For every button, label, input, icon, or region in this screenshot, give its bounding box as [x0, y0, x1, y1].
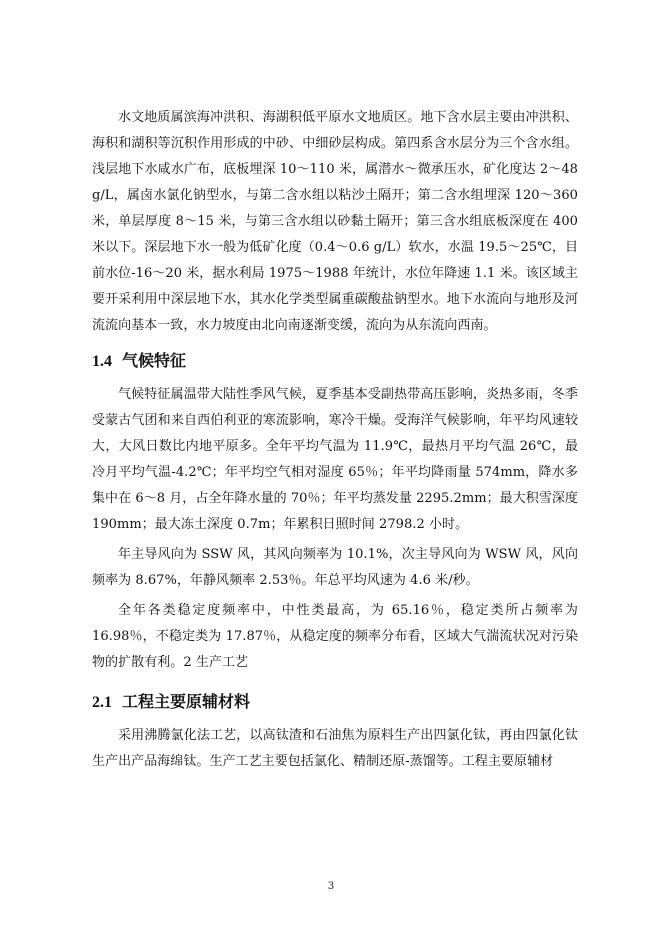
section-heading-2-1: [92, 690, 578, 715]
section-number: 1.4: [92, 353, 112, 370]
paragraph-climate: 气候特征属温带大陆性季风气候，夏季基本受副热带高压影响，炎热多雨，冬季受蒙古气团和来自西伯利亚的寒流影响，寒冷干燥。受海洋气候影响，年平均风速较大，大风日数比内地平原多。全年平均气温为 11.9℃，最热月平均气温 26℃，最冷月平均气温-4.2℃；年平均空气相对湿度 65％；年平均降雨量 574mm，降水多集中在 6～8 月，占全年降水量的 70％；年平均蒸发量 2295.2mm；最大积雪深度 190mm；最大冻土深度 0.7m；年累积日照时间 2798.2 小时。: [92, 387, 578, 532]
page-number: 3: [327, 881, 335, 892]
paragraph-wind: 年主导风向为 SSW 风，其风向频率为 10.1%，次主导风向为 WSW 风，风向频率为 8.67%，年静风频率 2.53％。年总平均风速为 4.6 米/秒。: [92, 547, 578, 588]
paragraph-materials: 采用沸腾氯化法工艺，以高钛渣和石油焦为原料生产出四氯化钛，再由四氯化钛生产出产品海绵钛。生产工艺主要包括氯化、精制还原-蒸馏等。工程主要原辅材: [92, 728, 578, 769]
paragraph-stability: 全年各类稳定度频率中，中性类最高，为 65.16％，稳定类所占频率为 16.98％，不稳定类为 17.87％，从稳定度的频率分布看，区域大气湍流状况对污染物的扩散有利。2 生产工艺: [92, 603, 578, 670]
section-title: 工程主要原辅材料: [122, 692, 251, 711]
paragraph-hydrogeology: 水文地质属滨海冲洪积、海湖积低平原水文地质区。地下含水层主要由冲洪积、海积和湖积等沉积作用形成的中砂、中细砂层构成。第四系含水层分为三个含水组。浅层地下水咸水广布，底板埋深 10～110 米，属潜水～微承压水，矿化度达 2～48 g/L，属卤水氯化钠型水，与第二含水组以粘沙土隔开；第二含水组埋深 120～360 米，单层厚度 8～15 米，与第三含水组以砂黏土隔开；第三含水组底板深度在 400 米以下。深层地下水一般为低矿化度（0.4～0.6 g/L）软水，水温 19.5～25℃，目前水位-16～20 米，据水利局 1975～1988 年统计，水位年降速 1.1 米。该区域主要开采利用中深层地下水，其水化学类型属重碳酸盐钠型水。地下水流向与地形及河流流向基本一致，水力坡度由北向南逐渐变缓，流向为从东流向西南。: [92, 110, 578, 333]
section-number: 2.1: [92, 694, 112, 711]
section-title: 气候特征: [122, 351, 187, 370]
section-heading-1-4: [92, 349, 578, 374]
document-body: [92, 105, 578, 775]
